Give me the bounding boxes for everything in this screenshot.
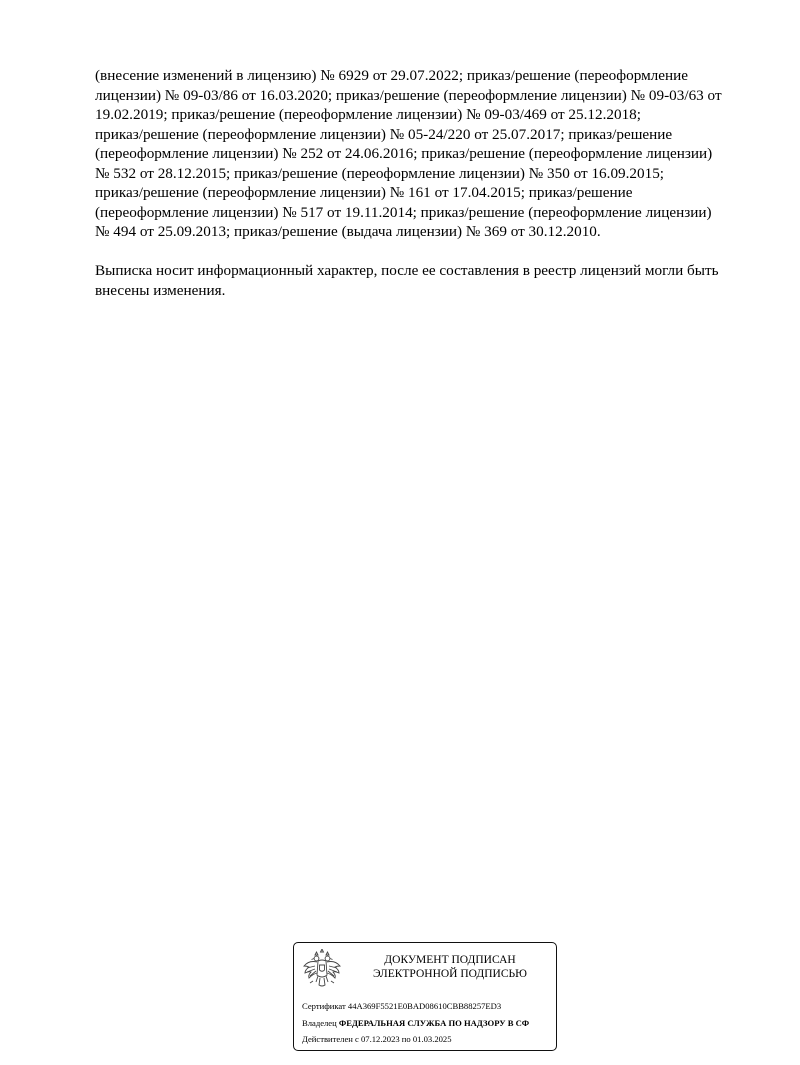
license-orders-paragraph — [95, 66, 765, 242]
text-line: внесены изменения. — [95, 281, 226, 299]
validity-line: Действителен с 07.12.2023 по 01.03.2025 — [302, 1034, 452, 1044]
owner-line — [302, 1018, 529, 1029]
text-line: 19.02.2019; приказ/решение (переоформление лицензии) № 09-03/469 от 25.12.2018; — [95, 106, 641, 123]
owner-value: ФЕДЕРАЛЬНАЯ СЛУЖБА ПО НАДЗОРУ В СФ — [338, 1018, 530, 1028]
stamp-heading — [348, 953, 552, 981]
text-line: лицензии) № 09-03/86 от 16.03.2020; приказ/решение (переоформление лицензии) № 09-03/63 от — [95, 86, 722, 104]
certificate-label: Сертификат — [302, 1001, 346, 1011]
certificate-line — [302, 1001, 501, 1012]
stamp-heading-line: ДОКУМЕНТ ПОДПИСАН — [384, 954, 516, 966]
stamp-heading-line: ЭЛЕКТРОННОЙ ПОДПИСЬЮ — [373, 968, 527, 980]
text-line: (переоформление лицензии) № 252 от 24.06.2016; приказ/решение (переоформление лицензии) — [95, 145, 713, 162]
text-line: приказ/решение (переоформление лицензии) № 05-24/220 от 25.07.2017; приказ/решение — [95, 125, 673, 143]
owner-label: Владелец — [302, 1018, 337, 1028]
text-line: Выписка носит информационный характер, после ее составления в реестр лицензий могли быть — [95, 262, 719, 279]
text-line: (переоформление лицензии) № 517 от 19.11.2014; приказ/решение (переоформление лицензии) — [95, 203, 712, 221]
text-line: № 532 от 28.12.2015; приказ/решение (переоформление лицензии) № 350 от 16.09.2015; — [95, 164, 665, 182]
text-line: приказ/решение (переоформление лицензии) № 161 от 17.04.2015; приказ/решение — [95, 184, 633, 201]
text-line: № 494 от 25.09.2013; приказ/решение (выдача лицензии) № 369 от 30.12.2010. — [95, 223, 601, 240]
electronic-signature-stamp — [293, 942, 557, 1051]
certificate-value: 44A369F5521E0BAD08610CBB88257ED3 — [347, 1001, 502, 1011]
text-line: (внесение изменений в лицензию) № 6929 от 29.07.2022; приказ/решение (переоформление — [95, 67, 688, 84]
double-headed-eagle-emblem-icon — [301, 949, 343, 993]
disclaimer-paragraph — [95, 261, 765, 300]
document-body — [95, 66, 765, 320]
